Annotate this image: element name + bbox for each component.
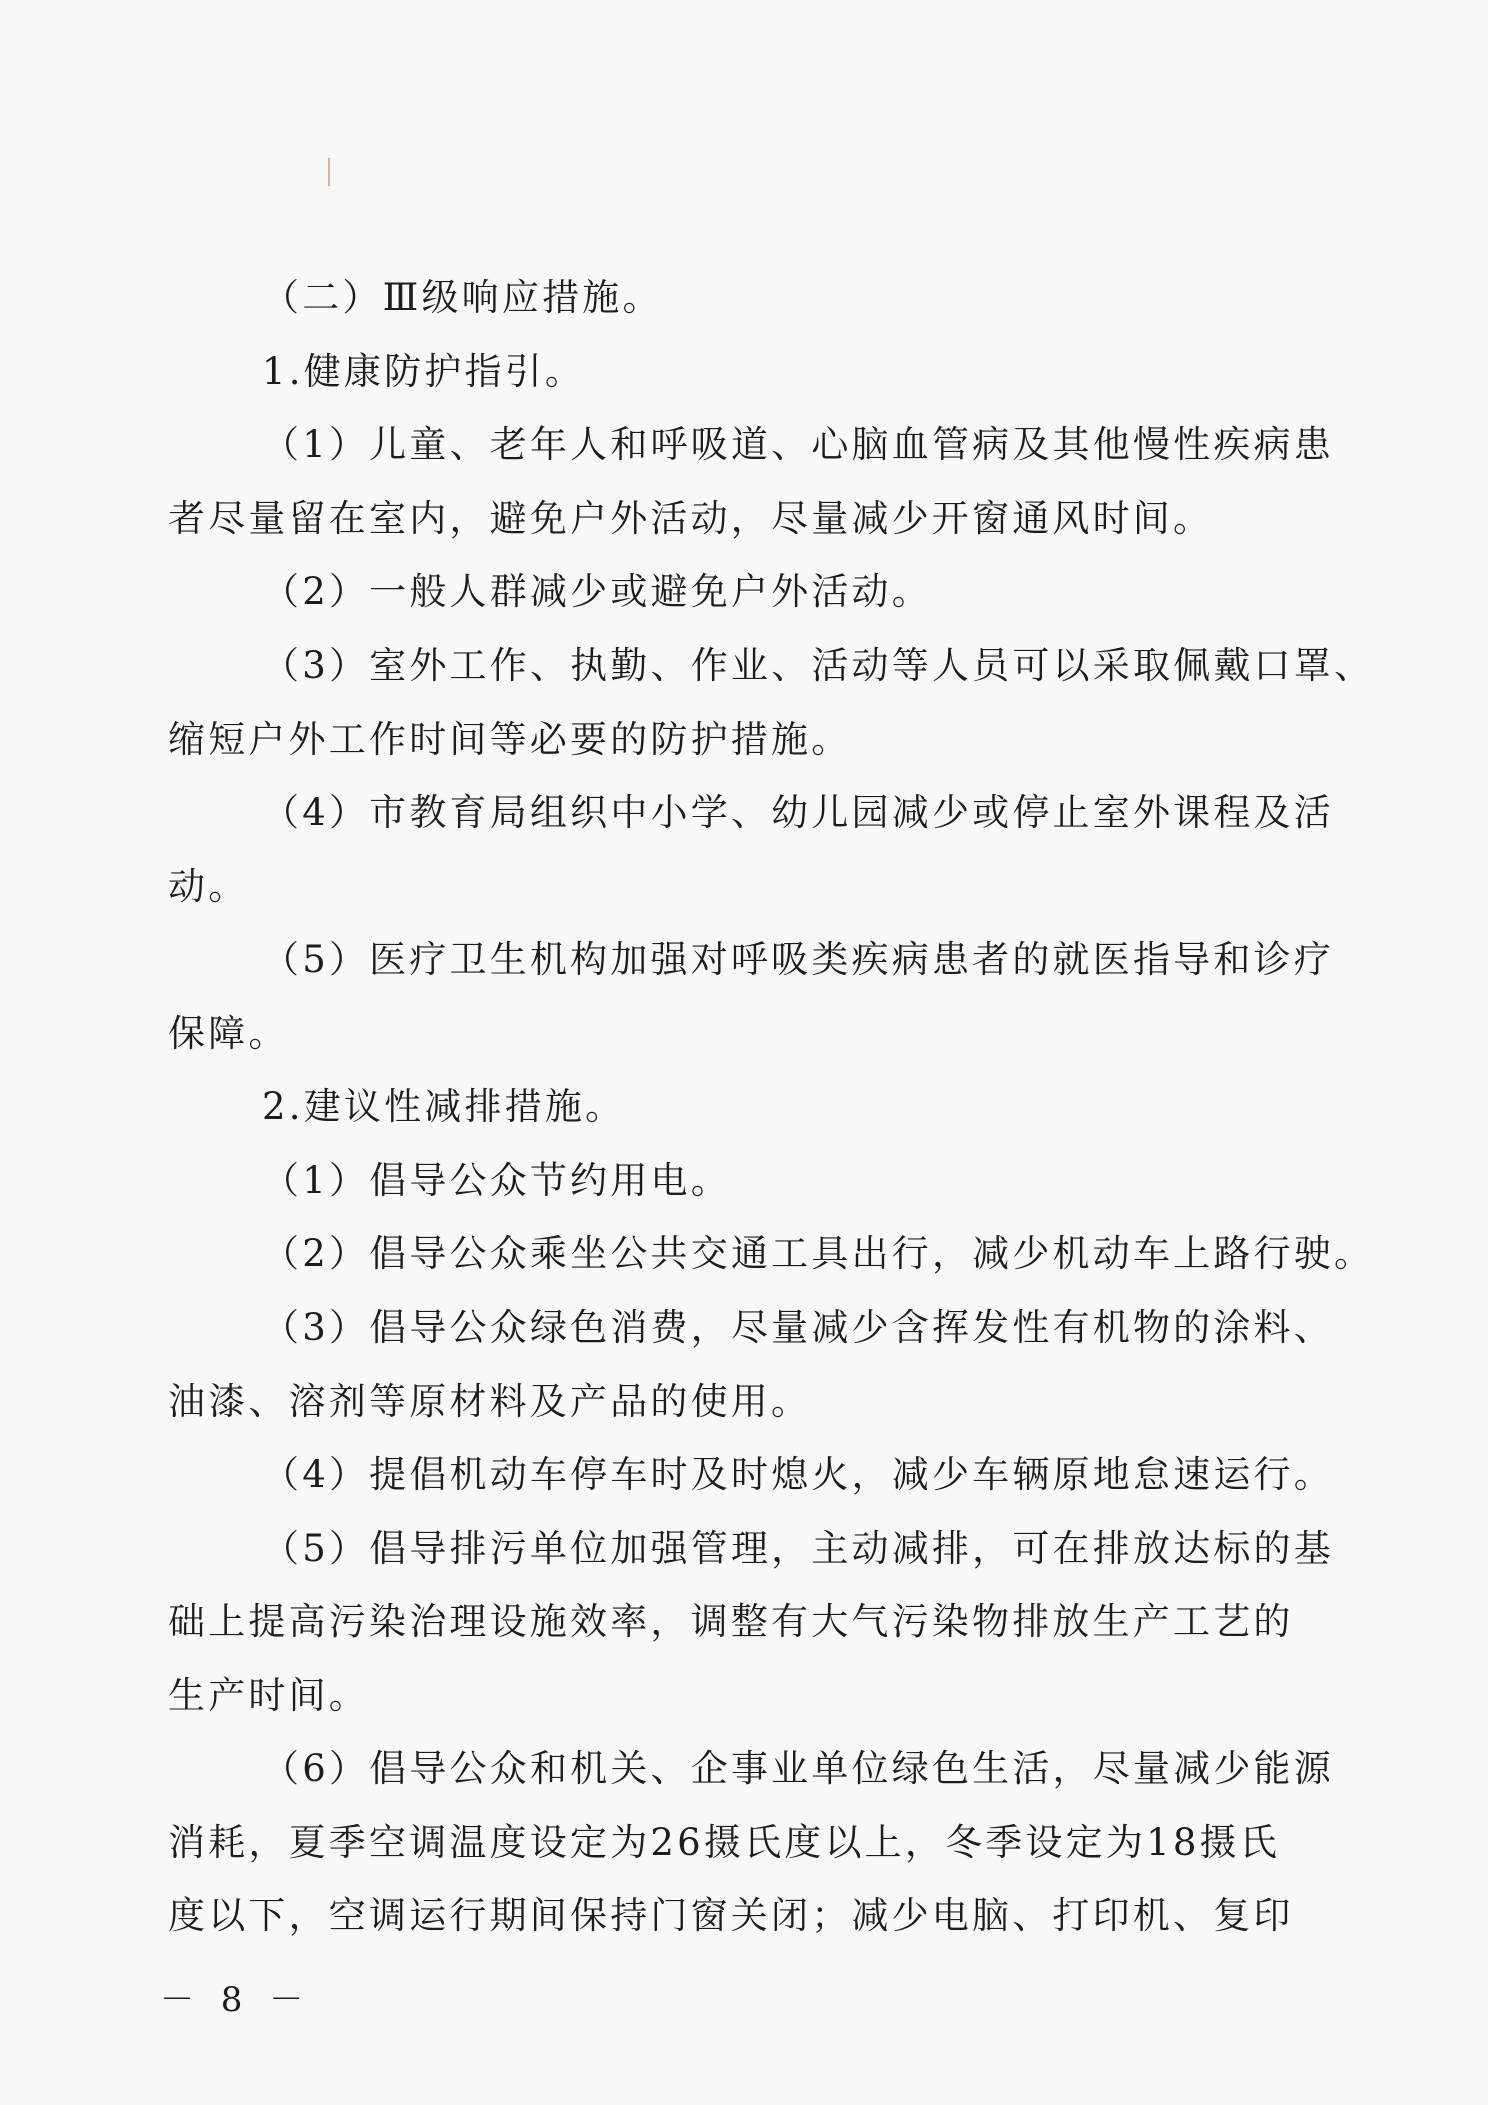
- paragraph-line: （2）倡导公众乘坐公共交通工具出行，减少机动车上路行驶。: [262, 1232, 1375, 1275]
- paragraph-line: （5）倡导排污单位加强管理，主动减排，可在排放达标的基: [262, 1527, 1334, 1570]
- paragraph-line: 者尽量留在室内，避免户外活动，尽量减少开窗通风时间。: [168, 497, 1214, 540]
- paragraph-line: 生产时间。: [168, 1674, 369, 1717]
- paragraph-line: （1）倡导公众节约用电。: [262, 1159, 731, 1202]
- section-heading: （二）Ⅲ级响应措施。: [262, 276, 663, 319]
- paragraph-line: （6）倡导公众和机关、企事业单位绿色生活，尽量减少能源: [262, 1747, 1334, 1790]
- page-number: － 8 －: [160, 1980, 312, 2020]
- paragraph-line: 缩短户外工作时间等必要的防护措施。: [168, 718, 852, 761]
- paragraph-line: （3）倡导公众绿色消费，尽量减少含挥发性有机物的涂料、: [262, 1306, 1334, 1349]
- paragraph-line: 保障。: [168, 1012, 289, 1055]
- paragraph-line: （5）医疗卫生机构加强对呼吸类疾病患者的就医指导和诊疗: [262, 938, 1334, 981]
- paragraph-line: 础上提高污染治理设施效率，调整有大气污染物排放生产工艺的: [168, 1600, 1294, 1643]
- paragraph-line: 油漆、溶剂等原材料及产品的使用。: [168, 1380, 812, 1423]
- paragraph-line: 动。: [168, 865, 249, 908]
- subsection-heading: 2.建议性减排措施。: [262, 1085, 626, 1128]
- paragraph-line: 度以下，空调运行期间保持门窗关闭；减少电脑、打印机、复印: [168, 1894, 1294, 1937]
- paragraph-line: （4）提倡机动车停车时及时熄火，减少车辆原地怠速运行。: [262, 1453, 1334, 1496]
- paragraph-line: 消耗，夏季空调温度设定为26摄氏度以上，冬季设定为18摄氏: [168, 1821, 1280, 1864]
- paragraph-line: （1）儿童、老年人和呼吸道、心脑血管病及其他慢性疾病患: [262, 423, 1334, 466]
- margin-mark: [328, 158, 330, 186]
- subsection-heading: 1.健康防护指引。: [262, 350, 586, 393]
- paragraph-line: （3）室外工作、执勤、作业、活动等人员可以采取佩戴口罩、: [262, 644, 1375, 687]
- paragraph-line: （4）市教育局组织中小学、幼儿园减少或停止室外课程及活: [262, 791, 1334, 834]
- paragraph-line: （2）一般人群减少或避免户外活动。: [262, 570, 932, 613]
